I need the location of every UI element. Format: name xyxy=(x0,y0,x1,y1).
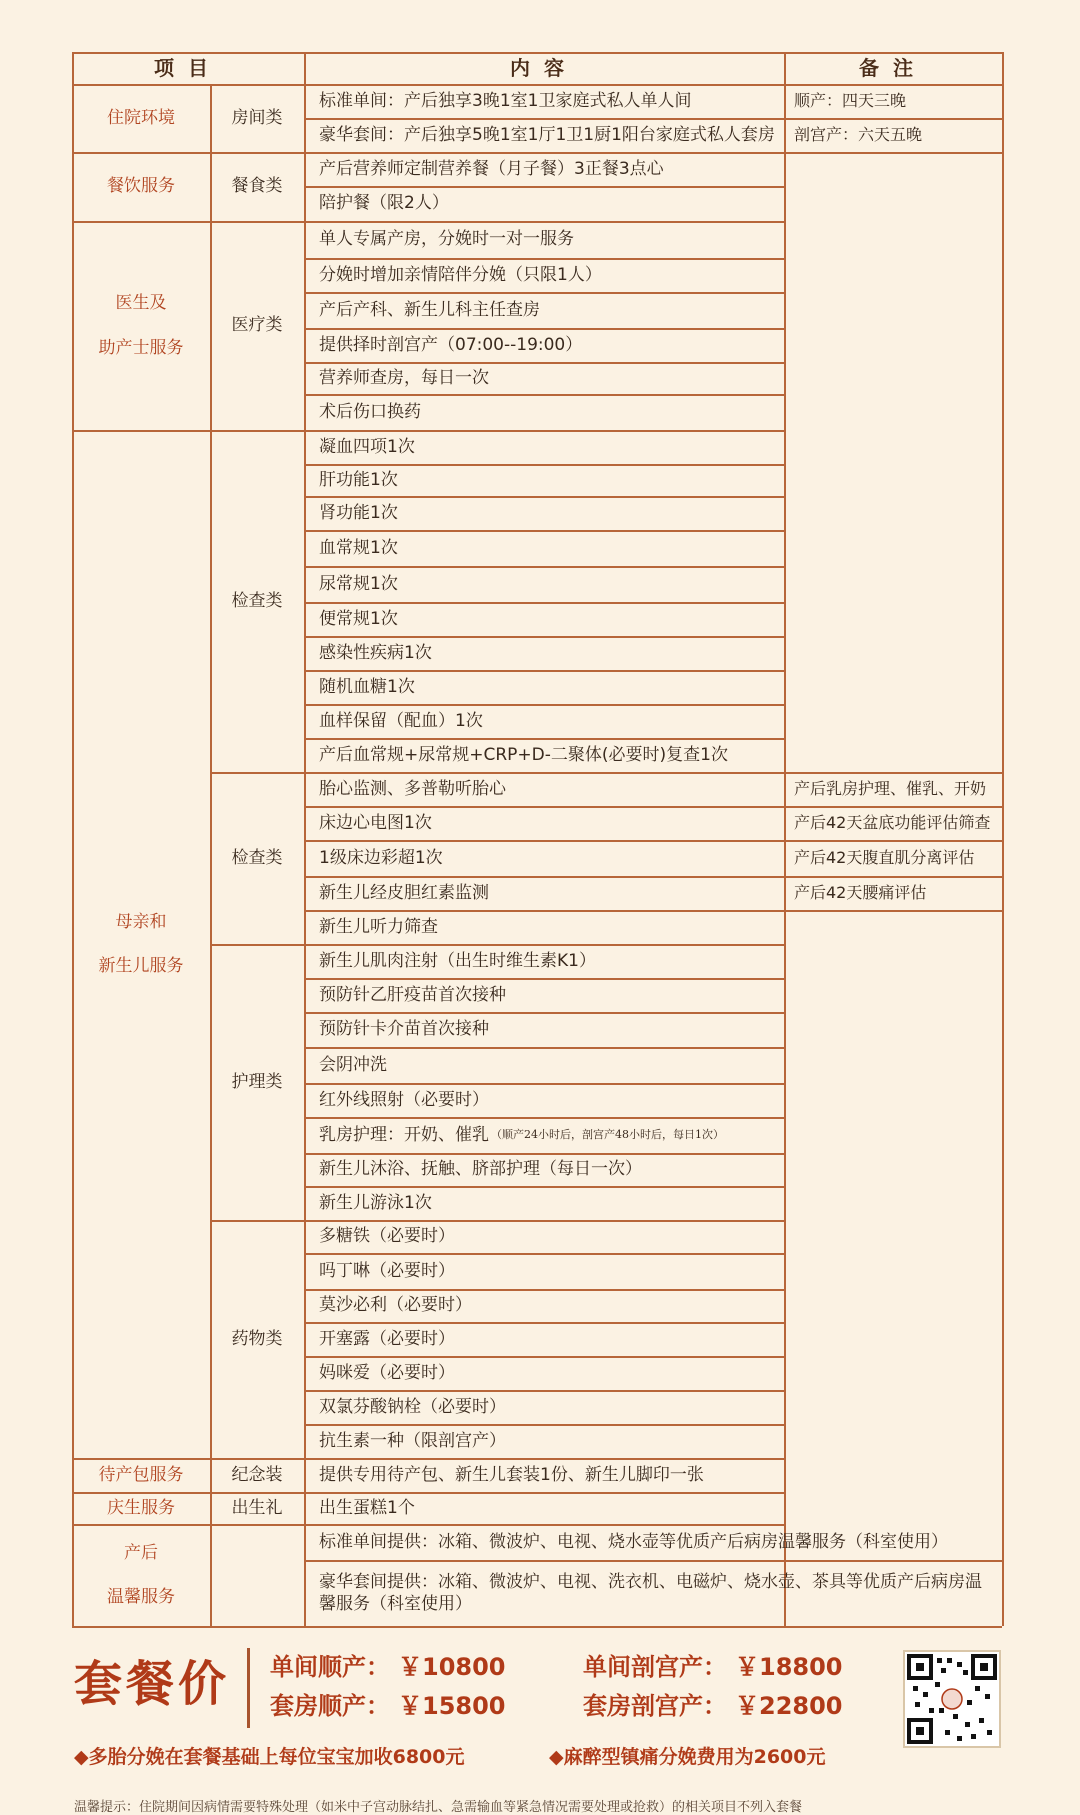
content-row-31 xyxy=(304,1117,784,1153)
content-text: 妈咪爱（必要时） xyxy=(319,1362,455,1383)
content-text: 分娩时增加亲情陪伴分娩（只限1人） xyxy=(319,264,602,285)
category-label-line: 新生儿服务 xyxy=(98,956,184,977)
breast-care-timing-note: （顺产24小时后，剖宫产48小时后，每日1次） xyxy=(491,1127,724,1141)
price-value: ￥18800 xyxy=(735,1653,843,1681)
category-divider xyxy=(72,1626,304,1628)
price-label: 单间顺产： xyxy=(270,1653,390,1681)
content-row-43 xyxy=(304,1524,1002,1560)
subcat-medication: 药物类 xyxy=(231,1328,283,1349)
content-text: 双氯芬酸钠栓（必要时） xyxy=(319,1396,506,1417)
content-text: 新生儿沐浴、抚触、脐部护理（每日一次） xyxy=(319,1159,642,1180)
category-label-line: 住院环境 xyxy=(107,107,175,128)
content-row-33 xyxy=(304,1186,784,1220)
content-row-39 xyxy=(304,1390,784,1424)
note-divider xyxy=(784,772,1002,774)
category-label-line: 庆生服务 xyxy=(107,1497,175,1518)
content-row-29 xyxy=(304,1047,784,1083)
content-text: 提供择时剖宫产（07:00--19:00） xyxy=(319,334,583,355)
content-text: 随机血糖1次 xyxy=(319,676,415,697)
note-divider xyxy=(784,152,1002,154)
content-row-37 xyxy=(304,1322,784,1356)
content-row-14 xyxy=(304,530,784,566)
subcat-souvenir: 纪念装 xyxy=(231,1464,283,1485)
subcat-column-divider xyxy=(210,84,212,1524)
category-label-line: 温馨服务 xyxy=(107,1587,175,1608)
content-text: 单人专属产房，分娩时一对一服务 xyxy=(319,229,574,250)
note-6: 产后42天腰痛评估 xyxy=(794,882,927,902)
subcat-medical: 医疗类 xyxy=(231,315,283,336)
content-text: 新生儿肌肉注射（出生时维生素K1） xyxy=(319,950,596,971)
content-row-35 xyxy=(304,1253,784,1289)
subcat-exam-1: 检查类 xyxy=(231,590,283,611)
category-delivery-bag xyxy=(72,1458,210,1492)
content-row-28 xyxy=(304,1012,784,1047)
content-row-11 xyxy=(304,430,784,464)
content-text: 豪华套间：产后独享5晚1室1厅1卫1厨1阳台家庭式私人套房 xyxy=(319,124,775,145)
content-text: 红外线照射（必要时） xyxy=(319,1089,489,1110)
category-label-line: 医生及 xyxy=(115,293,167,314)
content-row-5 xyxy=(304,221,784,258)
package-price-title: 套餐价 xyxy=(74,1656,231,1712)
content-row-4 xyxy=(304,186,784,221)
price-suite-cesarean xyxy=(583,1686,843,1721)
content-text: 感染性疾病1次 xyxy=(319,642,432,663)
content-row-25 xyxy=(304,910,784,944)
content-row-38 xyxy=(304,1356,784,1390)
subcat-meals: 餐食类 xyxy=(231,176,283,197)
content-row-22 xyxy=(304,806,784,840)
note-divider xyxy=(784,806,1002,808)
content-row-3 xyxy=(304,152,784,186)
subcat-exam-2: 检查类 xyxy=(231,847,283,868)
content-text: 肾功能1次 xyxy=(319,502,398,523)
subcat-nursing: 护理类 xyxy=(231,1071,283,1092)
price-value: ￥22800 xyxy=(735,1692,843,1720)
category-stay-environment xyxy=(72,84,210,152)
content-row-1 xyxy=(304,84,784,118)
price-single-natural xyxy=(270,1647,506,1682)
content-text: 预防针卡介苗首次接种 xyxy=(319,1019,489,1040)
note-divider xyxy=(784,840,1002,842)
category-postpartum-care xyxy=(72,1524,210,1626)
content-row-32 xyxy=(304,1153,784,1186)
column-header-note: 备注 xyxy=(859,56,927,80)
content-text: 提供专用待产包、新生儿套装1份、新生儿脚印一张 xyxy=(319,1464,704,1485)
content-text: 出生蛋糕1个 xyxy=(319,1497,415,1518)
category-celebration xyxy=(72,1492,210,1524)
content-text: 豪华套间提供：冰箱、微波炉、电视、洗衣机、电磁炉、烧水壶、茶具等优质产后病房温馨服务（科室使用） xyxy=(319,1571,982,1614)
category-label-line: 餐饮服务 xyxy=(107,176,175,197)
column-header-item: 项目 xyxy=(154,56,222,80)
category-label-line: 助产士服务 xyxy=(98,337,184,358)
epidural-note: ◆麻醉型镇痛分娩费用为2600元 xyxy=(549,1746,826,1768)
content-text: 产后血常规+尿常规+CRP+D-二聚体(必要时)复查1次 xyxy=(319,744,728,765)
content-text: 新生儿听力筛查 xyxy=(319,916,438,937)
content-text: 床边心电图1次 xyxy=(319,812,432,833)
content-row-16 xyxy=(304,602,784,636)
note-1: 顺产：四天三晚 xyxy=(794,90,907,110)
price-suite-natural xyxy=(270,1686,506,1721)
price-label: 套房剖宫产： xyxy=(583,1692,727,1720)
content-row-13 xyxy=(304,496,784,530)
note-divider xyxy=(784,910,1002,912)
table-right-border xyxy=(1002,52,1004,1626)
price-label: 单间剖宫产： xyxy=(583,1653,727,1681)
note-2: 剖宫产：六天五晚 xyxy=(794,124,923,144)
content-text: 术后伤口换药 xyxy=(319,401,421,422)
content-row-6 xyxy=(304,258,784,292)
content-text: 会阴冲洗 xyxy=(319,1054,387,1075)
content-text: 陪护餐（限2人） xyxy=(319,193,449,214)
content-row-30 xyxy=(304,1083,784,1117)
content-row-21 xyxy=(304,772,784,806)
subcat-room: 房间类 xyxy=(231,107,283,128)
price-single-cesarean xyxy=(583,1647,843,1682)
content-text: 肝功能1次 xyxy=(319,469,398,490)
category-mother-newborn xyxy=(72,430,210,1458)
note-4: 产后42天盆底功能评估筛查 xyxy=(794,812,991,832)
content-text: 标准单间提供：冰箱、微波炉、电视、烧水壶等优质产后病房温馨服务（科室使用） xyxy=(319,1531,948,1552)
content-row-17 xyxy=(304,636,784,670)
note-3: 产后乳房护理、催乳、开奶 xyxy=(794,778,987,798)
content-row-24 xyxy=(304,876,784,910)
content-row-27 xyxy=(304,978,784,1012)
category-doctor-midwife xyxy=(72,221,210,430)
category-label-line: 产后 xyxy=(124,1542,158,1563)
content-row-19 xyxy=(304,704,784,738)
subcat-birth-gift: 出生礼 xyxy=(231,1497,283,1518)
content-text: 1级床边彩超1次 xyxy=(319,847,443,868)
price-label: 套房顺产： xyxy=(270,1692,390,1720)
content-text: 新生儿经皮胆红素监测 xyxy=(319,882,489,903)
content-row-26 xyxy=(304,944,784,978)
multiple-birth-note: ◆多胎分娩在套餐基础上每位宝宝加收6800元 xyxy=(74,1746,465,1768)
content-row-15 xyxy=(304,566,784,602)
content-row-18 xyxy=(304,670,784,704)
content-text: 预防针乙肝疫苗首次接种 xyxy=(319,984,506,1005)
content-row-2 xyxy=(304,118,784,152)
row-divider-warm xyxy=(304,1560,1002,1562)
warm-tip: 温馨提示：住院期间因病情需要特殊处理（如米中子宫动脉结扎、急需输血等紧急情况需要处理或抢救）的相关项目不列入套餐 xyxy=(74,1800,803,1815)
content-text: 莫沙必利（必要时） xyxy=(319,1295,472,1316)
content-text: 吗丁啉（必要时） xyxy=(319,1260,455,1281)
content-text: 新生儿游泳1次 xyxy=(319,1192,432,1213)
content-text: 营养师查房，每日一次 xyxy=(319,367,489,388)
category-catering xyxy=(72,152,210,221)
price-value: ￥15800 xyxy=(398,1692,506,1720)
content-row-23 xyxy=(304,840,784,876)
content-text: 血样保留（配血）1次 xyxy=(319,710,483,731)
content-text: 开塞露（必要时） xyxy=(319,1328,455,1349)
content-text: 产后营养师定制营养餐（月子餐）3正餐3点心 xyxy=(319,158,664,179)
content-row-40 xyxy=(304,1424,784,1458)
category-label-line: 母亲和 xyxy=(115,911,167,932)
content-row-9 xyxy=(304,362,784,394)
content-row-7 xyxy=(304,292,784,328)
content-row-34 xyxy=(304,1220,784,1253)
content-text: 产后产科、新生儿科主任查房 xyxy=(319,299,540,320)
content-row-20 xyxy=(304,738,784,772)
content-text: 多糖铁（必要时） xyxy=(319,1226,455,1247)
note-5: 产后42天腹直肌分离评估 xyxy=(794,847,975,867)
content-text: 尿常规1次 xyxy=(319,573,398,594)
note-divider xyxy=(784,118,1002,120)
content-row-42 xyxy=(304,1492,784,1524)
content-row-10 xyxy=(304,394,784,430)
content-row-36 xyxy=(304,1289,784,1322)
content-row-8 xyxy=(304,328,784,362)
content-text: 抗生素一种（限剖宫产） xyxy=(319,1430,506,1451)
table-top-border xyxy=(72,52,1002,54)
subcat-divider xyxy=(210,1524,304,1526)
column-header-content: 内容 xyxy=(510,56,578,80)
content-text: 胎心监测、多普勒听胎心 xyxy=(319,778,506,799)
content-text: 标准单间：产后独享3晚1室1卫家庭式私人单人间 xyxy=(319,90,692,111)
subcat-column-divider-lower xyxy=(210,1524,212,1626)
content-text: 乳房护理：开奶、催乳 xyxy=(319,1124,489,1145)
content-row-41 xyxy=(304,1458,784,1492)
price-value: ￥10800 xyxy=(398,1653,506,1681)
content-text: 凝血四项1次 xyxy=(319,436,415,457)
content-row-44 xyxy=(304,1560,1002,1626)
content-row-12 xyxy=(304,464,784,496)
qr-code xyxy=(903,1650,1001,1748)
category-label-line: 待产包服务 xyxy=(98,1464,184,1485)
content-text: 血常规1次 xyxy=(319,537,398,558)
note-divider xyxy=(784,876,1002,878)
content-text: 便常规1次 xyxy=(319,608,398,629)
price-divider xyxy=(247,1648,250,1728)
